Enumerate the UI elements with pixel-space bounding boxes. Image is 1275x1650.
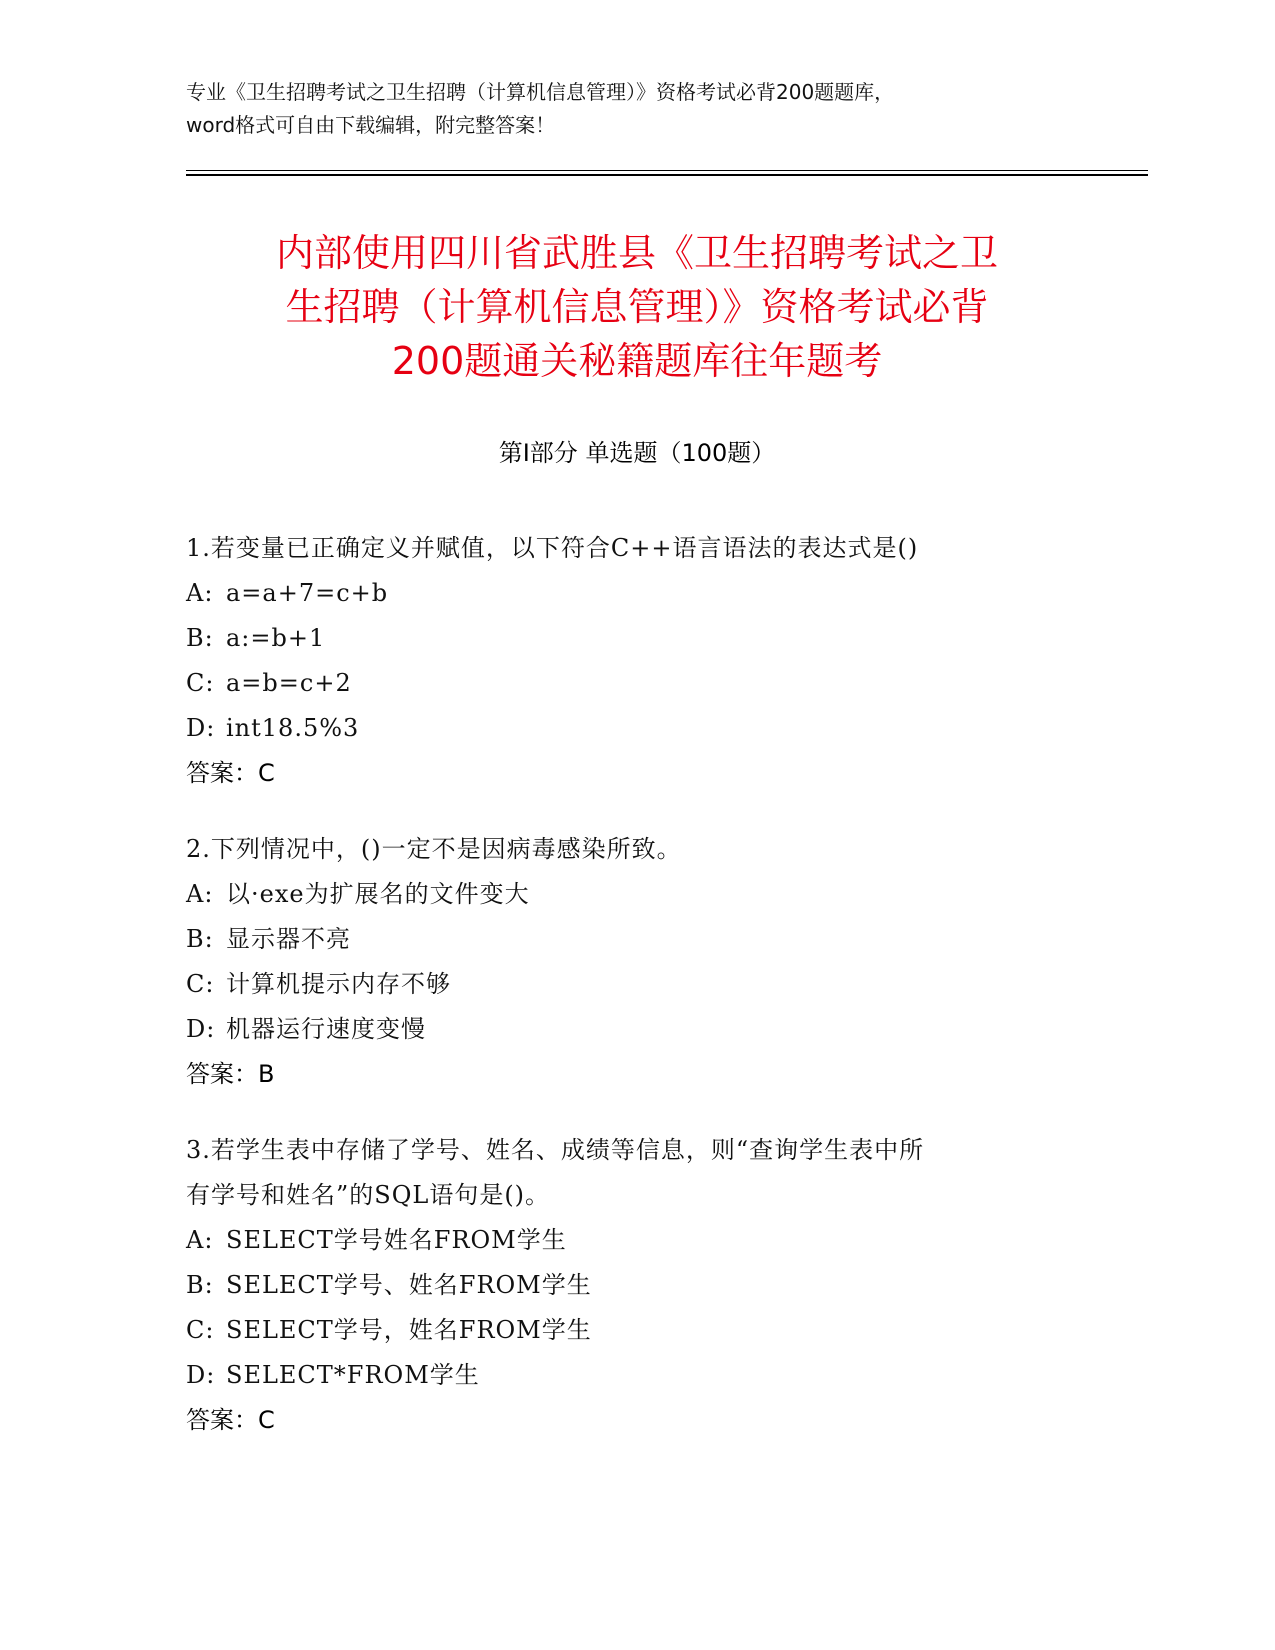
title-line-1: 内部使用四川省武胜县《卫生招聘考试之卫 <box>275 231 998 275</box>
option-key: C: <box>186 1316 215 1344</box>
option-key: D: <box>186 1361 216 1389</box>
header-note-line-1: 专业《卫生招聘考试之卫生招聘（计算机信息管理）》资格考试必背200题题库， <box>186 80 895 104</box>
option-key: A: <box>186 1226 214 1254</box>
option-key: D: <box>186 1015 216 1043</box>
option-c <box>186 661 1066 706</box>
option-text: 计算机提示内存不够 <box>226 970 451 998</box>
question-3 <box>186 1128 1066 1443</box>
question-stem-continued: 有学号和姓名”的SQL语句是()。 <box>186 1181 551 1209</box>
option-key: D: <box>186 714 216 742</box>
option-text: a=a+7=c+b <box>226 579 389 607</box>
option-text: int18.5%3 <box>226 714 360 742</box>
option-a <box>186 872 1066 917</box>
option-key: C: <box>186 669 215 697</box>
option-key: A: <box>186 579 214 607</box>
option-text: SELECT学号，姓名FROM学生 <box>226 1316 592 1344</box>
option-key: B: <box>186 925 214 953</box>
option-text: 机器运行速度变慢 <box>226 1015 426 1043</box>
answer-line: 答案：C <box>186 759 275 787</box>
title-line-2: 生招聘（计算机信息管理）》资格考试必背 <box>285 285 989 329</box>
title-line-3: 200题通关秘籍题库往年题考 <box>391 339 883 383</box>
option-b <box>186 917 1066 962</box>
option-key: A: <box>186 880 214 908</box>
option-text: SELECT*FROM学生 <box>226 1361 480 1389</box>
option-b <box>186 616 1066 661</box>
option-key: B: <box>186 1271 214 1299</box>
option-text: 显示器不亮 <box>226 925 351 953</box>
question-stem: 3.若学生表中存储了学号、姓名、成绩等信息，则“查询学生表中所 <box>186 1136 925 1164</box>
header-note-line-2: word格式可自由下载编辑，附完整答案！ <box>186 113 556 137</box>
section-heading: 第Ⅰ部分 单选题（100题） <box>498 439 776 467</box>
question-stem: 2.下列情况中，()一定不是因病毒感染所致。 <box>186 835 682 863</box>
option-text: a=b=c+2 <box>226 669 352 697</box>
option-a <box>186 571 1066 616</box>
option-text: 以·exe为扩展名的文件变大 <box>226 880 530 908</box>
option-text: SELECT学号姓名FROM学生 <box>226 1226 567 1254</box>
question-1 <box>186 526 1066 796</box>
header-divider-thin <box>186 170 1148 171</box>
header-note <box>186 76 1086 142</box>
option-b <box>186 1263 1066 1308</box>
answer-line: 答案：C <box>186 1406 275 1434</box>
header-divider-thick <box>186 174 1148 176</box>
option-c <box>186 1308 1066 1353</box>
option-text: SELECT学号、姓名FROM学生 <box>226 1271 592 1299</box>
option-d <box>186 1353 1066 1398</box>
question-2 <box>186 827 1066 1097</box>
option-text: a:=b+1 <box>226 624 326 652</box>
option-c <box>186 962 1066 1007</box>
question-stem: 1.若变量已正确定义并赋值，以下符合C++语言语法的表达式是() <box>186 534 919 562</box>
option-key: C: <box>186 970 215 998</box>
answer-line: 答案：B <box>186 1060 275 1088</box>
question-list <box>186 526 1066 1474</box>
option-key: B: <box>186 624 214 652</box>
document-title <box>186 226 1088 388</box>
option-a <box>186 1218 1066 1263</box>
option-d <box>186 706 1066 751</box>
option-d <box>186 1007 1066 1052</box>
